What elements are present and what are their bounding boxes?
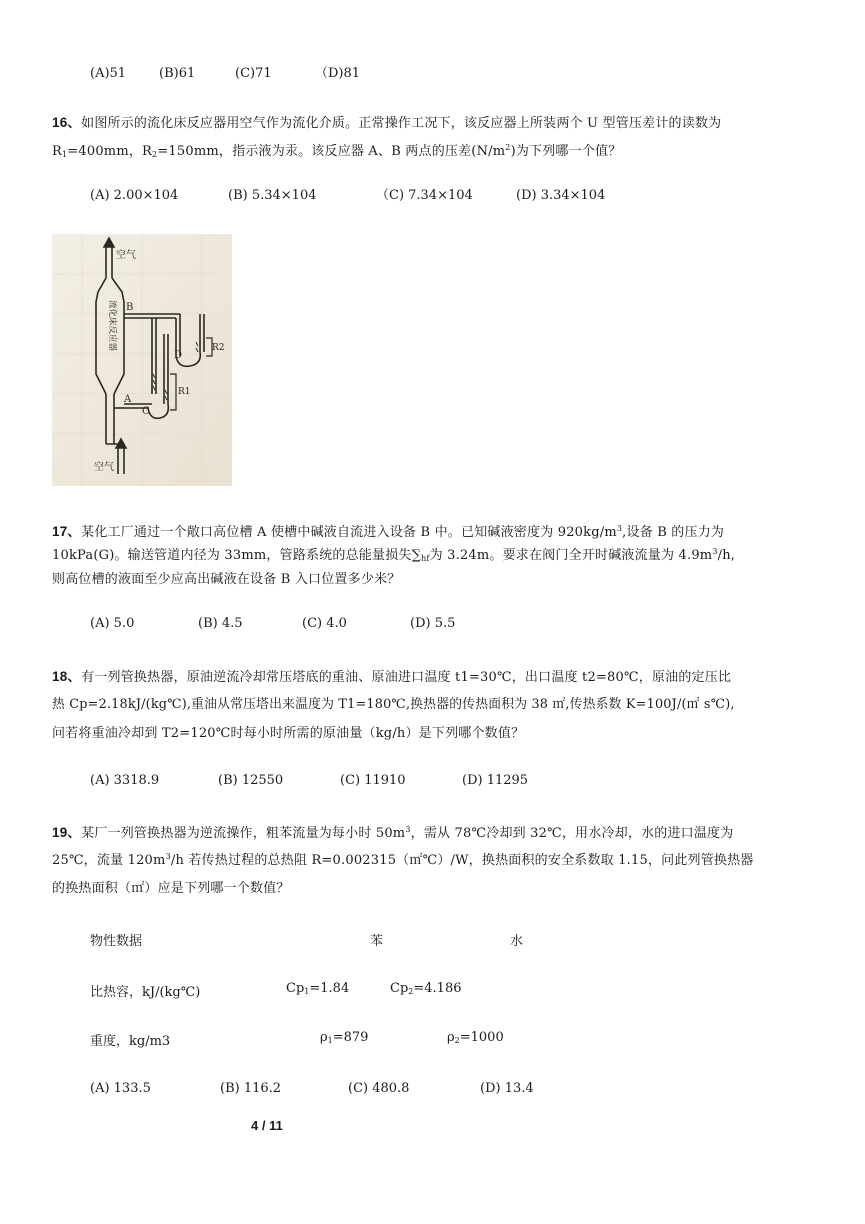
q19-r1b-symbol: Cp (390, 981, 409, 996)
q19-r2b-value: =1000 (459, 1030, 504, 1045)
q16-option-d: (D) 3.34×104 (516, 188, 606, 203)
q16-sub1: 1 (62, 150, 68, 159)
q18-option-c: (C) 11910 (340, 773, 406, 788)
q17-line2 (52, 544, 735, 563)
q19-table-row2-label: 重度，kg/m3 (90, 1034, 171, 1049)
q18-line1 (52, 665, 731, 685)
q19-line1 (52, 821, 733, 841)
q17-sub-hf: hf (421, 554, 430, 563)
q17-line1 (52, 520, 724, 540)
q16-line2 (52, 140, 621, 159)
q19-number: 19、 (52, 825, 82, 840)
q16-sup2: 2 (505, 143, 511, 152)
q18-text-2: 热 Cp=2.18kJ/(kg℃),重油从常压塔出来温度为 T1=180℃,换热器的传热面积为 38 ㎡,传热系数 K=100J/(㎡ s℃), (52, 697, 735, 712)
q19-option-d: (D) 13.4 (480, 1081, 534, 1096)
q19-table-row2-benzene (320, 1030, 368, 1045)
q19-r1a-symbol: Cp (286, 981, 305, 996)
q19-r2a-value: =879 (332, 1030, 369, 1045)
q17-option-b: (B) 4.5 (198, 616, 243, 631)
q19-line2 (52, 849, 754, 868)
q19-text-1a: 某厂一列管换热器为逆流操作，粗苯流量为每小时 50m (81, 826, 406, 841)
q19-table-header-water: 水 (510, 934, 524, 949)
q16-text-2d: )为下列哪一个值？ (510, 144, 622, 159)
q17-text-1a: 某化工厂通过一个敞口高位槽 A 使槽中碱液自流进入设备 B 中。已知碱液密度为 920kg/m (81, 525, 617, 540)
q16-options (90, 184, 605, 203)
q18-line2 (52, 693, 735, 712)
reactor-name-label: 流化床反应器 (107, 300, 117, 352)
label-b: B (126, 302, 134, 313)
q18-text-1: 有一列管换热器，原油逆流冷却常压塔底的重油、原油进口温度 t1=30℃，出口温度 t2=80℃，原油的定压比 (81, 670, 732, 685)
q18-option-a: (A) 3318.9 (90, 773, 160, 788)
label-a: A (124, 394, 132, 405)
q18-text-3: 问若将重油冷却到 T2=120℃时每小时所需的原油量（kg/h）是下列哪个数值？ (52, 726, 525, 741)
q16-line1 (52, 111, 721, 131)
q16-option-a: (A) 2.00×104 (90, 188, 179, 203)
q17-text-2b: 为 3.24m。要求在阀门全开时碱液流量为 4.9m (429, 548, 713, 563)
q17-line3 (52, 568, 400, 587)
q17-option-c: (C) 4.0 (302, 616, 347, 631)
top-air-label: 空气 (116, 250, 136, 261)
q19-r2a-symbol: ρ (320, 1030, 328, 1045)
q18-options (90, 773, 528, 788)
q19-r2b-sub: 2 (454, 1036, 460, 1045)
q19-r1b-value: =4.186 (413, 981, 462, 996)
q19-text-3: 的换热面积（㎡）应是下列哪一个数值？ (52, 881, 290, 896)
q19-text-2a: 25℃，流量 120m (52, 853, 166, 868)
q16-option-b: (B) 5.34×104 (228, 188, 317, 203)
q19-table-row1-label: 比热容，kJ/(kg℃) (90, 985, 201, 1000)
q15-options (90, 62, 360, 81)
bottom-air-label: 空气 (94, 462, 114, 473)
q19-text-1b: ，需从 78℃冷却到 32℃，用水冷却，水的进口温度为 (410, 826, 734, 841)
q17-text-3: 则高位槽的液面至少应高出碱液在设备 B 入口位置多少米？ (52, 572, 401, 587)
q16-number: 16、 (52, 115, 82, 130)
q17-text-1b: ,设备 B 的压力为 (622, 525, 725, 540)
q17-sup3: 3 (616, 524, 623, 533)
q18-option-d: (D) 11295 (462, 773, 529, 788)
q19-option-c: (C) 480.8 (348, 1081, 410, 1096)
q19-line3 (52, 877, 290, 896)
q19-table-header-label: 物性数据 (90, 934, 143, 949)
label-c: C (142, 406, 150, 417)
page-number: 4 / 11 (251, 1118, 283, 1133)
q16-sub2: 2 (152, 150, 158, 159)
q17-options (90, 616, 455, 631)
q19-sup3: 3 (405, 825, 411, 834)
q16-option-c: （C) 7.34×104 (376, 188, 473, 203)
q18-option-b: (B) 12550 (218, 773, 284, 788)
q17-text-2c: /h, (717, 548, 736, 563)
q17-number: 17、 (52, 524, 82, 539)
label-r1: R1 (178, 387, 191, 397)
q19-text-2b: /h 若传热过程的总热阻 R=0.002315（㎡℃）/W，换热面积的安全系数取 1.15，问此列管换热器 (170, 853, 754, 868)
q19-table-row2-water (447, 1030, 504, 1045)
label-r2: R2 (212, 343, 225, 353)
reactor-diagram (52, 234, 232, 486)
q18-line3 (52, 722, 524, 741)
q19-options (90, 1081, 534, 1096)
q19-table-row1-water (390, 981, 461, 996)
q17-sup3-b: 3 (712, 547, 718, 556)
q19-r1b-sub: 2 (408, 987, 414, 996)
label-d: D (174, 350, 183, 361)
q17-option-d: (D) 5.5 (410, 616, 456, 631)
q15-option-a: (A)51 (90, 66, 127, 81)
q15-option-d: （D)81 (315, 66, 361, 81)
q16-text-2c: =150mm，指示液为汞。该反应器 A、B 两点的压差(N/m (157, 144, 506, 159)
q15-option-c: (C)71 (235, 66, 272, 81)
q16-r1-symbol: R (52, 144, 62, 159)
q16-text-1: 如图所示的流化床反应器用空气作为流化介质。正常操作工况下，该反应器上所装两个 U 型管压差计的读数为 (81, 116, 722, 131)
q19-table-header-benzene: 苯 (370, 934, 384, 949)
q18-number: 18、 (52, 669, 82, 684)
q19-table-row1-benzene (286, 981, 349, 996)
q19-sup3-b: 3 (165, 852, 171, 861)
q19-option-a: (A) 133.5 (90, 1081, 151, 1096)
q19-r2b-symbol: ρ (447, 1030, 455, 1045)
q17-text-2a: 10kPa(G)。输送管道内径为 33mm，管路系统的总能量损失∑ (52, 548, 422, 563)
q19-r2a-sub: 1 (327, 1036, 333, 1045)
q19-option-b: (B) 116.2 (220, 1081, 282, 1096)
q15-option-b: (B)61 (159, 66, 196, 81)
q19-r1a-sub: 1 (304, 987, 310, 996)
q19-r1a-value: =1.84 (309, 981, 350, 996)
reactor-figure (52, 234, 232, 486)
q17-option-a: (A) 5.0 (90, 616, 135, 631)
q16-text-2b: =400mm，R (67, 144, 153, 159)
